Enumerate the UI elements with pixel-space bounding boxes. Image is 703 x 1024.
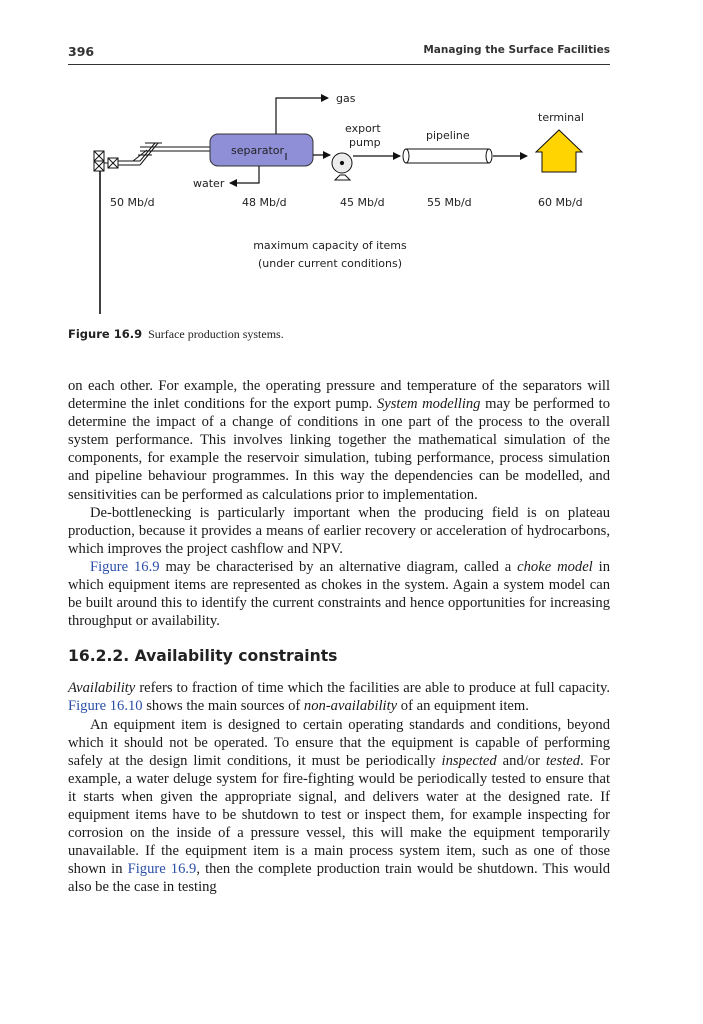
paragraph: Figure 16.9 may be characterised by an alternative diagram, called a choke model in which equipment items are represented as chokes in the system. Again a system model can be built around this to identify the current constraints and hence opportunities for increasing throughput or availability. <box>68 558 610 630</box>
figure-link[interactable]: Figure 16.9 <box>127 861 197 878</box>
figure-link[interactable]: Figure 16.9 <box>90 558 160 575</box>
export-pump-icon <box>332 153 352 180</box>
paragraph: on each other. For example, the operating pressure and temperature of the separators will determine the inlet conditions for the export pump. System modelling may be performed to determine the impact of a change of conditions in one part of the process to the overall system performance. This involves linking together the mathematical simulation of the components, for example the reservoir simulation, tubing performance, process simulation and pipeline behaviour programmes. In this way the dependencies can be modelled, and sensitivities can be performed as calculations prior to implementation. <box>68 378 611 503</box>
separator-label: separator <box>231 144 285 157</box>
wellhead-icon <box>94 151 118 171</box>
capacity-label: 55 Mb/d <box>427 196 472 209</box>
running-title: Managing the Surface Facilities <box>423 44 610 56</box>
capacity-note-line1: maximum capacity of items <box>253 239 407 252</box>
capacity-label: 60 Mb/d <box>538 196 583 209</box>
section-heading: 16.2.2. Availability constraints <box>68 647 338 666</box>
body-text <box>68 377 610 896</box>
paragraph: Availability refers to fraction of time which the facilities are able to produce at full capacity. Figure 16.10 shows the main sources of non-availability of an equipment item. <box>68 680 610 715</box>
terminal-label: terminal <box>538 111 584 124</box>
water-line <box>230 166 259 183</box>
figure-surface-production <box>0 0 703 360</box>
water-label: water <box>193 177 225 190</box>
figure-caption-text: Surface production systems. <box>148 327 284 341</box>
pipeline-icon <box>403 149 492 163</box>
pump-label: pump <box>349 136 381 149</box>
figure-caption-label: Figure 16.9 <box>68 327 143 341</box>
capacity-label: 48 Mb/d <box>242 196 287 209</box>
flowline <box>118 143 214 165</box>
export-label: export <box>345 122 381 135</box>
paragraph: An equipment item is designed to certain operating standards and conditions, beyond which it should not be operated. To ensure that the equipment is capable of performing safely at the design limit conditions, it must be periodically inspected and/or tested. For example, a water deluge system for fire-fighting would be periodically tested to ensure that it starts when given the appropriate signal, and delivers water at the designed rate. If equipment items have to be shutdown to test or inspect them, for example inspecting for corrosion on the inside of a pressure vessel, this will make the equipment temporarily unavailable. If the equipment item is a main process system item, such as one of those shown in Figure 16.9, then the complete production train would be shutdown. This would also be the case in testing <box>68 716 610 896</box>
figure-caption <box>68 327 284 342</box>
capacity-label: 45 Mb/d <box>340 196 385 209</box>
terminal-icon <box>536 130 582 172</box>
paragraph: De-bottlenecking is particularly important when the producing field is on plateau production, because it provides a means of earlier recovery or acceleration of hydrocarbons, which improves the project cashflow and NPV. <box>68 504 610 557</box>
capacity-label: 50 Mb/d <box>110 196 155 209</box>
capacity-note-line2: (under current conditions) <box>257 257 403 270</box>
pipeline-label: pipeline <box>426 129 470 142</box>
gas-label: gas <box>336 92 356 105</box>
gas-line <box>276 98 328 134</box>
figure-link[interactable]: Figure 16.10 <box>68 698 143 715</box>
page-number: 396 <box>68 44 95 59</box>
